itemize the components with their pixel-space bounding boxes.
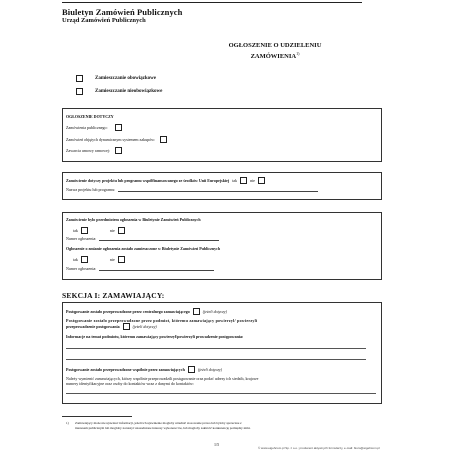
eu-project-name-label: Nazwa projektu lub programu: xyxy=(66,187,116,192)
section1-entity-hint: (jeżeli dotyczy) xyxy=(132,324,157,329)
bzp-change-question: Ogłoszenie o zmianie ogłoszenia zostało zamieszczone w Biuletynie Zamówień Publicznych xyxy=(66,246,221,251)
section1-joint-input-line[interactable] xyxy=(66,393,376,394)
publication-optional-checkbox[interactable] xyxy=(76,88,83,95)
section1-info-line2[interactable] xyxy=(66,359,366,360)
page-number: 1/5 xyxy=(214,442,220,447)
concerns-item-framework[interactable] xyxy=(66,147,122,154)
concerns-item-dps-checkbox[interactable] xyxy=(160,136,167,143)
bzp-yes-label: tak xyxy=(73,228,78,233)
bzp-change-number-label: Numer ogłoszenia: xyxy=(66,266,97,271)
concerns-item-public-checkbox[interactable] xyxy=(115,124,122,131)
bzp-change-no-label: nie xyxy=(109,257,115,262)
eu-project-question: Zamówienie dotyczy projektu lub programu współfinansowanego ze środków Unii Europejskiej xyxy=(66,178,230,183)
notice-title-line2: ZAMÓWIENIA xyxy=(250,53,297,61)
section1-entity-line2: przeprowadzenie postępowania xyxy=(66,324,120,329)
section1-joint-checkbox[interactable] xyxy=(188,366,195,373)
concerns-item-framework-checkbox[interactable] xyxy=(115,147,122,154)
bzp-number-input[interactable] xyxy=(99,236,219,241)
footnote-text xyxy=(75,421,375,430)
concerns-box xyxy=(62,108,382,162)
bzp-number-row xyxy=(66,236,219,241)
bzp-answer-row xyxy=(73,227,125,234)
concerns-item-framework-label: Zawarcia umowy ramowej: xyxy=(66,148,110,153)
concerns-item-public[interactable] xyxy=(66,124,122,131)
publisher-title: Biuletyn Zamówień Publicznych xyxy=(62,7,183,17)
notice-title-line1: OGŁOSZENIE O UDZIELENIU xyxy=(228,42,322,49)
publisher-subtitle: Urząd Zamówień Publicznych xyxy=(62,17,146,24)
concerns-heading: OGŁOSZENIE DOTYCZY xyxy=(66,114,114,119)
publication-optional-label: Zamieszczanie nieobowiązkowe xyxy=(95,89,163,94)
section1-entity-row xyxy=(66,323,157,330)
footnote-line2: interesem publicznym lub mogłoby naruszyć uzasadnione interesy wykonawców, lub mogłoby zakłócić konkurencję pomiędzy nimi. xyxy=(75,425,251,430)
bzp-change-no-checkbox[interactable] xyxy=(118,256,125,263)
section1-joint-label: Postępowanie zostało przeprowadzone wspólnie przez zamawiających xyxy=(66,367,185,372)
section1-central-label: Postępowanie zostało przeprowadzone przez centralnego zamawiającego xyxy=(66,309,190,314)
section1-info-line1[interactable] xyxy=(66,348,366,349)
concerns-item-public-label: Zamówienia publicznego: xyxy=(66,125,108,130)
bzp-yes-checkbox[interactable] xyxy=(81,227,88,234)
notice-footnote-ref: 1) xyxy=(296,51,300,56)
section1-box xyxy=(62,302,382,404)
section1-joint-desc-line2: numery identyfikacyjne oraz osoby do kontaktów wraz z danymi do kontaktów: xyxy=(66,381,194,386)
bzp-change-number-row xyxy=(66,266,214,271)
publication-mandatory-option[interactable] xyxy=(76,75,156,82)
eu-project-name-input[interactable] xyxy=(118,187,318,192)
section1-central-row xyxy=(66,308,227,315)
concerns-item-dps-label: Zamówień objętych dynamicznym systemem zakupów: xyxy=(66,137,156,142)
bzp-change-answer-row xyxy=(73,256,125,263)
publication-optional-option[interactable] xyxy=(76,88,162,95)
eu-project-name-row xyxy=(66,187,318,192)
section1-entity-line1: Postępowanie zostało przeprowadzone przez podmiot, któremu zamawiający powierzył/ powierzyli xyxy=(66,318,258,323)
publication-mandatory-label: Zamieszczanie obowiązkowe xyxy=(95,76,156,81)
section1-joint-hint: (jeżeli dotyczy) xyxy=(197,367,223,372)
bzp-question: Zamówienie było przedmiotem ogłoszenia w Biuletynie Zamówień Publicznych xyxy=(66,217,201,222)
section1-title: SEKCJA I: ZAMAWIAJĄCY: xyxy=(62,291,165,300)
eu-project-no-label: nie xyxy=(250,178,255,183)
section1-joint-desc-line1: Należy wymienić zamawiających, którzy wspólnie przeprowadzili postępowanie oraz podać adresy ich siedzib, krajowe xyxy=(66,376,259,381)
notice-title xyxy=(200,42,350,61)
bzp-box xyxy=(62,212,382,280)
concerns-item-dps[interactable] xyxy=(66,136,167,143)
section1-entity-checkbox[interactable] xyxy=(123,323,130,330)
bzp-no-label: nie xyxy=(109,228,115,233)
bzp-number-label: Numer ogłoszenia: xyxy=(66,236,97,241)
bzp-change-yes-label: tak xyxy=(73,257,78,262)
footnote-rule xyxy=(62,416,132,417)
footnote-number: 1) xyxy=(66,421,69,425)
section1-central-hint: (jeżeli dotyczy) xyxy=(202,309,227,314)
section1-central-checkbox[interactable] xyxy=(193,308,200,315)
bzp-change-yes-checkbox[interactable] xyxy=(81,256,88,263)
footer-note: © www.eigehcom.pl Sp. z o.o.; producent aktywnych formularzy, e-mail: biuro@eigehcom.pl xyxy=(258,446,380,450)
publication-mandatory-checkbox[interactable] xyxy=(76,75,83,82)
eu-project-yes-checkbox[interactable] xyxy=(240,177,247,184)
eu-project-yes-label: tak xyxy=(232,178,238,183)
section1-joint-row xyxy=(66,366,222,373)
bzp-change-number-input[interactable] xyxy=(99,266,214,271)
section1-info-label: Informacje na temat podmiotu, któremu zamawiający powierzył/powierzyli prowadzenie postępowania: xyxy=(66,334,244,339)
footnote-line1: Zamawiający może nie ujawniać informacji, jeżeli ich ujawnienie mogłoby utrudnić stosowanie prawa lub byłoby sprzeczne z xyxy=(75,421,242,425)
eu-project-row xyxy=(66,177,265,184)
eu-project-no-checkbox[interactable] xyxy=(258,177,265,184)
bzp-no-checkbox[interactable] xyxy=(118,227,125,234)
eu-project-box xyxy=(62,172,382,200)
header-rule xyxy=(62,2,362,3)
